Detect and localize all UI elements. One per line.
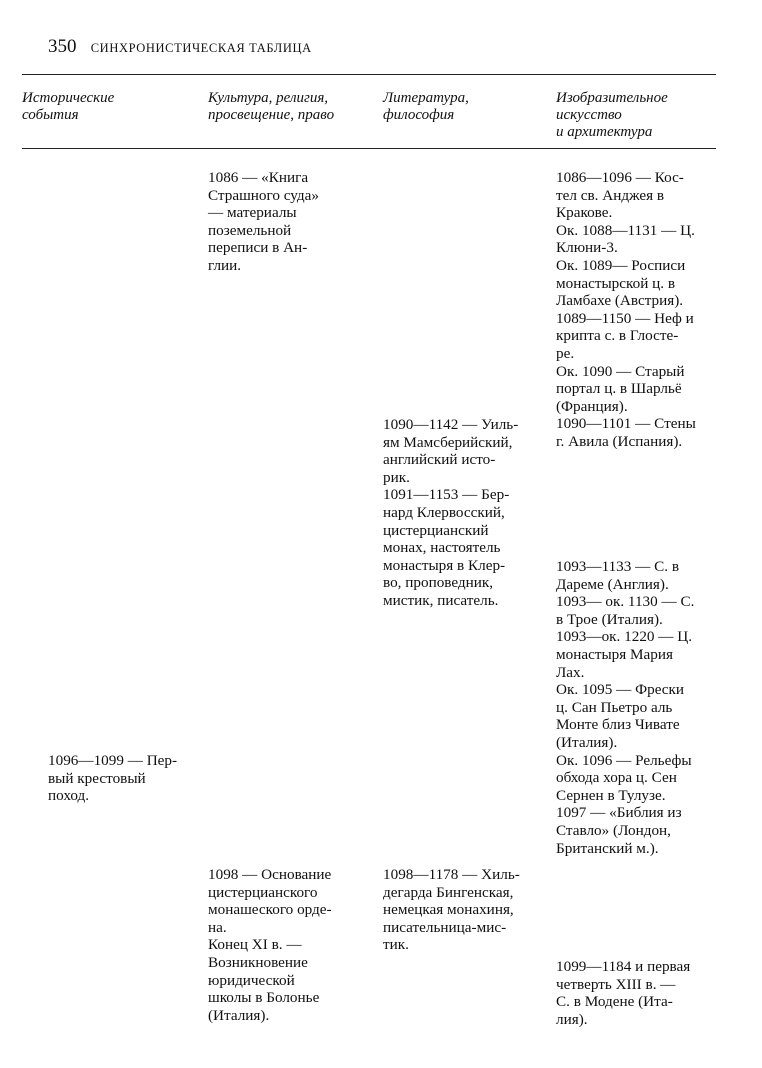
running-title: СИНХРОНИСТИЧЕСКАЯ ТАБЛИЦА (90, 41, 312, 55)
history-entry: 1096—1099 — Пер- вый крестовый поход. (48, 752, 178, 805)
column-header-history: Исторические события (22, 90, 115, 123)
column-header-art: Изобразительное искусство и архитектура (556, 90, 668, 140)
literature-entry: 1098—1178 — Хиль- дегарда Бингенская, немецкая монахиня, писательница-мис- тик. (383, 866, 520, 954)
header-rule (22, 148, 716, 149)
top-rule (22, 74, 716, 75)
art-entry: 1086—1096 — Кос- тел св. Анджея в Кракове. Ок. 1088—1131 — Ц. Клюни-3. Ок. 1089— Росписи монастырской ц. в Ламбахе (Австрия). 1089—1150 — Неф и крипта с. в Глосте- ре. Ок. 1090 — Старый портал ц. в Шарльё (Франция). 1090—1101 — Стены г. Авила (Испания). (556, 169, 696, 450)
literature-entry: 1090—1142 — Уиль- ям Мамсберийский, английский исто- рик. 1091—1153 — Бер- нард Клервосский, цистерцианский монах, настоятель монастыря в Клер- во, проповедник, мистик, писатель. (383, 416, 519, 609)
art-entry: 1093—1133 — С. в Дареме (Англия). 1093— ок. 1130 — С. в Трое (Италия). 1093—ок. 1220 — Ц. монастыря Мария Лах. Ок. 1095 — Фрески ц. Сан Пьетро аль Монте близ Чивате (Италия). Ок. 1096 — Рельефы обхода хора ц. Сен Сернен в Тулузе. 1097 — «Библия из Ставло» (Лондон, Британский м.). (556, 558, 695, 857)
page-number: 350 (48, 36, 77, 57)
running-head (48, 36, 312, 58)
culture-entry: 1086 — «Книга Страшного суда» — материалы поземельной переписи в Ан- глии. (208, 169, 319, 274)
column-header-literature: Литература, философия (383, 90, 469, 123)
culture-entry: 1098 — Основание цистерцианского монашеского орде- на. Конец XI в. — Возникновение юридической школы в Болонье (Италия). (208, 866, 332, 1024)
art-entry: 1099—1184 и первая четверть XIII в. — С. в Модене (Ита- лия). (556, 958, 691, 1028)
column-header-culture: Культура, религия, просвещение, право (208, 90, 335, 123)
